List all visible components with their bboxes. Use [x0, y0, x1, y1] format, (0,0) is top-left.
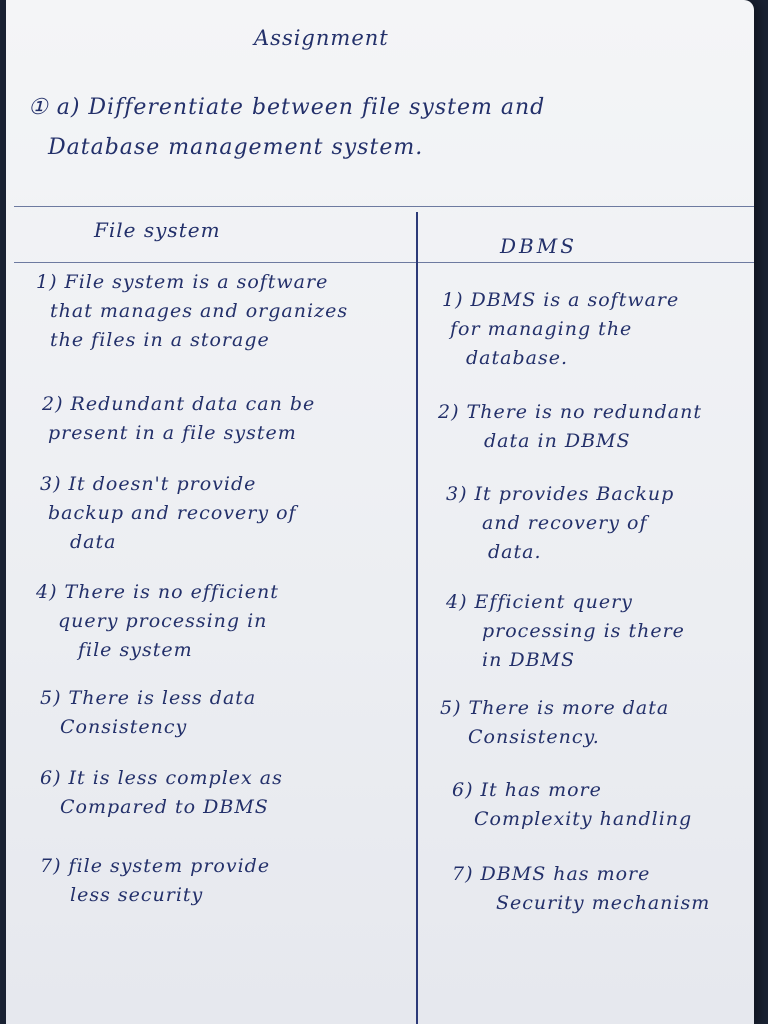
dbms-point-1: [442, 286, 679, 373]
text-line: 5) There is more data: [440, 697, 670, 719]
question-text: [28, 88, 545, 168]
dbms-point-5: [440, 694, 669, 752]
dbms-point-7: [452, 860, 710, 918]
text-line: less security: [70, 884, 204, 906]
file-system-point-6: [40, 764, 283, 822]
text-line: data.: [488, 541, 542, 563]
text-line: present in a file system: [48, 422, 297, 444]
text-line: Consistency.: [468, 726, 600, 748]
assignment-title: Assignment: [254, 26, 389, 50]
text-line: 7) file system provide: [40, 855, 271, 877]
text-line: database.: [466, 347, 568, 369]
text-line: Compared to DBMS: [60, 796, 269, 818]
text-line: 1) DBMS is a software: [442, 289, 680, 311]
text-line: that manages and organizes: [50, 300, 349, 322]
file-system-point-5: [40, 684, 256, 742]
file-system-point-3: [40, 470, 297, 557]
text-line: and recovery of: [482, 512, 648, 534]
text-line: 3) It doesn't provide: [40, 473, 257, 495]
text-line: processing is there: [482, 620, 685, 642]
file-system-point-2: [42, 390, 315, 448]
text-line: 5) There is less data: [40, 687, 257, 709]
dbms-column-header: DBMS: [500, 234, 577, 258]
dbms-point-6: [452, 776, 692, 834]
text-line: file system: [78, 639, 193, 661]
text-line: Consistency: [60, 716, 188, 738]
question-line-2: Database management system.: [48, 135, 424, 160]
text-line: 4) Efficient query: [446, 591, 633, 613]
file-system-point-1: [36, 268, 348, 355]
column-divider: [416, 212, 418, 1024]
text-line: 2) There is no redundant: [438, 401, 702, 423]
text-line: for managing the: [450, 318, 633, 340]
text-line: the files in a storage: [50, 329, 270, 351]
text-line: Complexity handling: [474, 808, 693, 830]
text-line: data in DBMS: [484, 430, 631, 452]
text-line: 2) Redundant data can be: [42, 393, 316, 415]
dbms-point-4: [446, 588, 685, 675]
table-header-rule: [14, 262, 754, 263]
text-line: in DBMS: [482, 649, 576, 671]
text-line: 3) It provides Backup: [446, 483, 675, 505]
text-line: 4) There is no efficient: [36, 581, 279, 603]
notebook-page: [6, 0, 754, 1024]
text-line: data: [70, 531, 117, 553]
file-system-point-4: [36, 578, 279, 665]
text-line: 7) DBMS has more: [452, 863, 651, 885]
question-line-1: ① a) Differentiate between file system and: [28, 95, 546, 120]
file-system-column-header: File system: [94, 218, 221, 242]
table-top-rule: [14, 206, 754, 207]
dbms-point-3: [446, 480, 674, 567]
text-line: backup and recovery of: [48, 502, 297, 524]
text-line: 1) File system is a software: [36, 271, 329, 293]
text-line: Security mechanism: [496, 892, 711, 914]
text-line: 6) It has more: [452, 779, 602, 801]
file-system-point-7: [40, 852, 270, 910]
text-line: 6) It is less complex as: [40, 767, 283, 789]
dbms-point-2: [438, 398, 702, 456]
text-line: query processing in: [58, 610, 268, 632]
